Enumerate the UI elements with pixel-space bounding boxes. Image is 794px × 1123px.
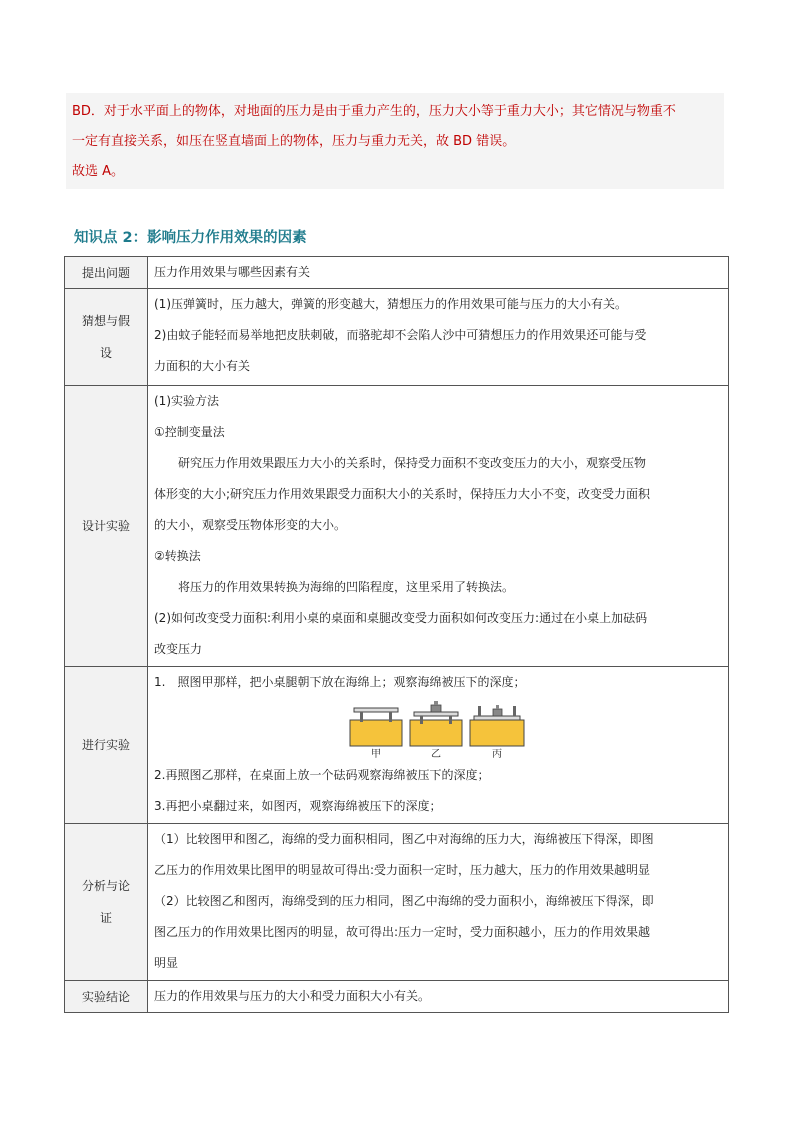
figure-label-bing: 丙 [492,749,502,760]
figure-jia [350,708,402,746]
row-line: (1)实验方法 [154,394,219,408]
table-row [65,981,729,1013]
figure-bing [470,705,524,746]
row-body [148,257,729,289]
section-title: 知识点 2：影响压力作用效果的因素 [74,230,307,246]
figure-label-yi: 乙 [431,749,441,760]
experiment-figure [154,700,722,760]
answer-line: 一定有直接关系，如压在竖直墙面上的物体，压力与重力无关，故 BD 错误。 [72,134,516,149]
row-body [148,824,729,981]
row-line: 研究压力作用效果跟压力大小的关系时，保持受力面积不变改变压力的大小，观察受压物 [178,456,647,470]
table-row [65,386,729,667]
row-head: 分析与论 证 [65,824,148,981]
table-row [65,289,729,386]
row-line: 2)由蚊子能轻而易举地把皮肤刺破，而骆驼却不会陷人沙中可猜想压力的作用效果还可能与受 [154,328,647,342]
row-line: 1. 照图甲那样，把小桌腿朝下放在海绵上；观察海绵被压下的深度； [154,675,526,689]
row-body [148,289,729,386]
row-line: ①控制变量法 [154,425,225,439]
sponge-table-figure [348,700,528,760]
row-head: 设计实验 [65,386,148,667]
row-line: 压力作用效果与哪些因素有关 [154,265,311,279]
row-line: 力面积的大小有关 [154,359,251,373]
row-line: 2.再照图乙那样，在桌面上放一个砝码观察海绵被压下的深度； [154,768,490,782]
row-line: 乙压力的作用效果比图甲的明显故可得出:受力面积一定时，压力越大，压力的作用效果越明显 [154,863,651,877]
table-row [65,257,729,289]
row-head: 提出问题 [65,257,148,289]
row-line: （2）比较图乙和图丙，海绵受到的压力相同，图乙中海绵的受力面积小，海绵被压下得深，即 [154,894,654,908]
row-line: (1)压弹簧时，压力越大，弹簧的形变越大，猜想压力的作用效果可能与压力的大小有关。 [154,297,628,311]
row-line: 将压力的作用效果转换为海绵的凹陷程度，这里采用了转换法。 [178,580,515,594]
row-body [148,981,729,1013]
row-line: ②转换法 [154,549,201,563]
row-head: 实验结论 [65,981,148,1013]
answer-explanation-box [66,93,724,189]
row-body [148,386,729,667]
knowledge-table [64,256,729,1013]
row-line: 3.再把小桌翻过来，如图丙，观察海绵被压下的深度； [154,799,442,813]
row-head: 猜想与假 设 [65,289,148,386]
row-line: 压力的作用效果与压力的大小和受力面积大小有关。 [154,989,431,1003]
row-line: （1）比较图甲和图乙，海绵的受力面积相同，图乙中对海绵的压力大，海绵被压下得深，即图 [154,832,654,846]
table-row [65,667,729,824]
row-line: 图乙压力的作用效果比图丙的明显，故可得出:压力一定时，受力面积越小，压力的作用效果越 [154,925,651,939]
answer-line: 故选 A。 [72,164,125,179]
table-row [65,824,729,981]
figure-label-jia: 甲 [371,749,381,760]
row-line: 的大小，观察受压物体形变的大小。 [154,518,347,532]
figure-yi [410,701,462,746]
row-line: 改变压力 [154,642,203,656]
row-line: 明显 [154,956,179,970]
row-body [148,667,729,824]
row-line: (2)如何改变受力面积:利用小桌的桌面和桌腿改变受力面积如何改变压力:通过在小桌上加砝码 [154,611,648,625]
row-line: 体形变的大小;研究压力作用效果跟受力面积大小的关系时，保持压力大小不变，改变受力面积 [154,487,651,501]
answer-line: BD．对于水平面上的物体，对地面的压力是由于重力产生的，压力大小等于重力大小；其它情况与物重不 [72,104,676,119]
row-head: 进行实验 [65,667,148,824]
